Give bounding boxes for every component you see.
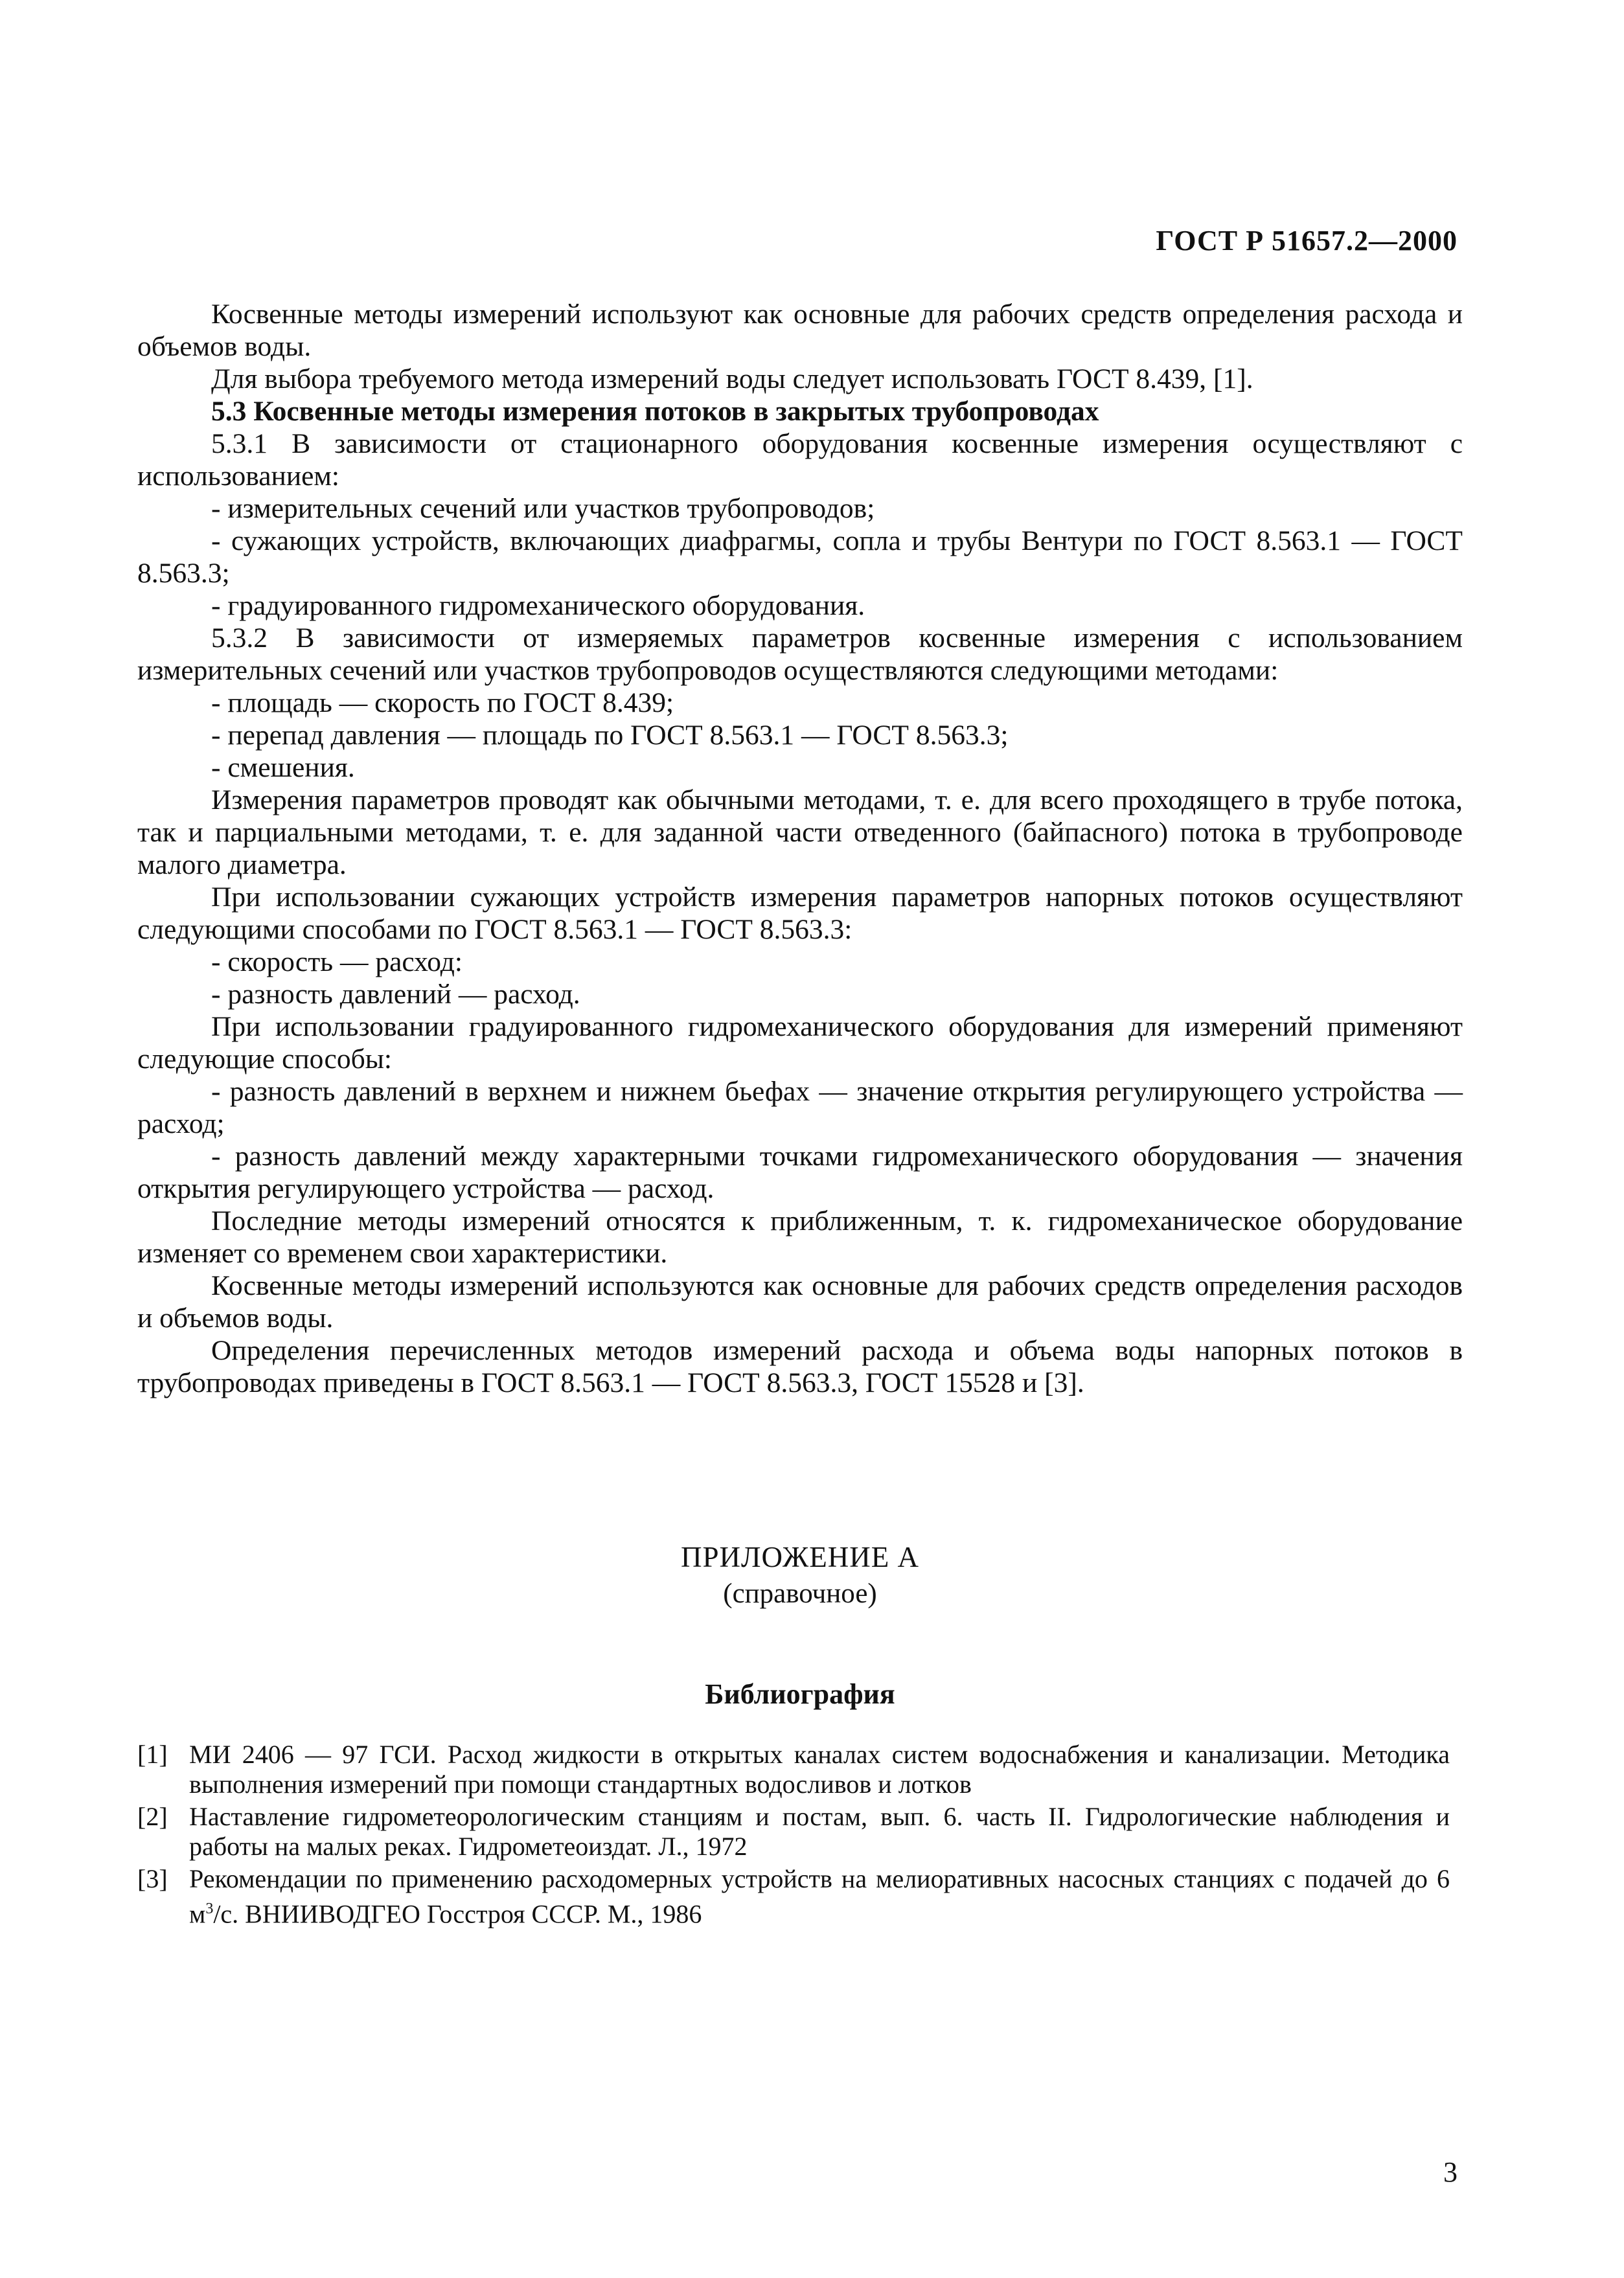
paragraph: Косвенные методы измерений используют как основные для рабочих средств определения расхода и объемов воды. [137,299,1463,362]
list-item: - разность давлений между характерными точками гидромеханического оборудования — значения открытия регулирующего устройства — расход. [137,1141,1463,1204]
bibliography-number: [1] [137,1740,168,1769]
paragraph: При использовании сужающих устройств измерения параметров напорных потоков осуществляют следующими способами по ГОСТ 8.563.1 — ГОСТ 8.563.3: [137,882,1463,945]
superscript: 3 [205,1900,214,1917]
appendix-subtitle: (справочное) [723,1578,877,1609]
list-item: - площадь — скорость по ГОСТ 8.439; [211,687,674,718]
bibliography-title: Библиография [705,1678,895,1710]
bibliography-item [137,1864,1463,1929]
section-heading: 5.3 Косвенные методы измерения потоков в закрытых трубопроводах [211,396,1099,427]
paragraph: Определения перечисленных методов измерений расхода и объема воды напорных потоков в трубопроводах приведены в ГОСТ 8.563.1 — ГОСТ 8.563.3, ГОСТ 15528 и [3]. [137,1335,1463,1398]
bibliography-item [137,1802,1463,1862]
list-item: - разность давлений — расход. [211,979,580,1010]
list-item: - разность давлений в верхнем и нижнем бьефах — значение открытия регулирующего устройства — расход; [137,1076,1463,1139]
paragraph: 5.3.1 В зависимости от стационарного оборудования косвенные измерения осуществляют с использованием: [137,428,1463,492]
main-text [137,298,1463,1399]
appendix-title: ПРИЛОЖЕНИЕ А [681,1541,919,1573]
bibliography-text: Наставление гидрометеорологическим станциям и постам, вып. 6. часть II. Гидрологические наблюдения и работы на малых реках. Гидрометеоиздат. Л., 1972 [189,1802,1450,1861]
list-item: - скорость — расход: [211,946,463,977]
bibliography-item [137,1740,1463,1799]
bibliography-text-part: Рекомендации по применению расходомерных устройств на мелиоративных насосных станциях с подачей до 6 м [189,1864,1450,1929]
paragraph: Косвенные методы измерений используются как основные для рабочих средств определения расходов и объемов воды. [137,1270,1463,1334]
list-item: - измерительных сечений или участков трубопроводов; [211,493,875,524]
bibliography-text [189,1864,1463,1929]
list-item: - градуированного гидромеханического оборудования. [211,590,865,621]
bibliography-text: МИ 2406 — 97 ГСИ. Расход жидкости в открытых каналах систем водоснабжения и канализации. Методика выполнения измерений при помощи стандартных водосливов и лотков [189,1740,1450,1799]
list-item: - смешения. [211,752,355,783]
bibliography-number: [2] [137,1802,168,1831]
paragraph: Последние методы измерений относятся к приближенным, т. к. гидромеханическое оборудование изменяет со временем свои характеристики. [137,1205,1463,1269]
bibliography-number: [3] [137,1864,168,1893]
paragraph: Измерения параметров проводят как обычными методами, т. е. для всего проходящего в трубе потока, так и парциальными методами, т. е. для заданной части отведенного (байпасного) потока в трубопроводе малого диаметра. [137,784,1463,880]
paragraph: При использовании градуированного гидромеханического оборудования для измерений применяют следующие способы: [137,1011,1463,1075]
list-item: - сужающих устройств, включающих диафрагмы, сопла и трубы Вентури по ГОСТ 8.563.1 — ГОСТ 8.563.3; [137,525,1463,589]
document-code: ГОСТ Р 51657.2—2000 [1156,225,1458,256]
paragraph: Для выбора требуемого метода измерений воды следует использовать ГОСТ 8.439, [1]. [211,363,1253,394]
list-item: - перепад давления — площадь по ГОСТ 8.563.1 — ГОСТ 8.563.3; [211,720,1009,751]
page-number: 3 [1443,2156,1458,2188]
bibliography-list [137,1740,1463,1931]
bibliography-text-part: /с. ВНИИВОДГЕО Госстроя СССР. М., 1986 [213,1899,702,1929]
paragraph: 5.3.2 В зависимости от измеряемых параметров косвенные измерения с использованием измерительных сечений или участков трубопроводов осуществляются следующими методами: [137,622,1463,686]
